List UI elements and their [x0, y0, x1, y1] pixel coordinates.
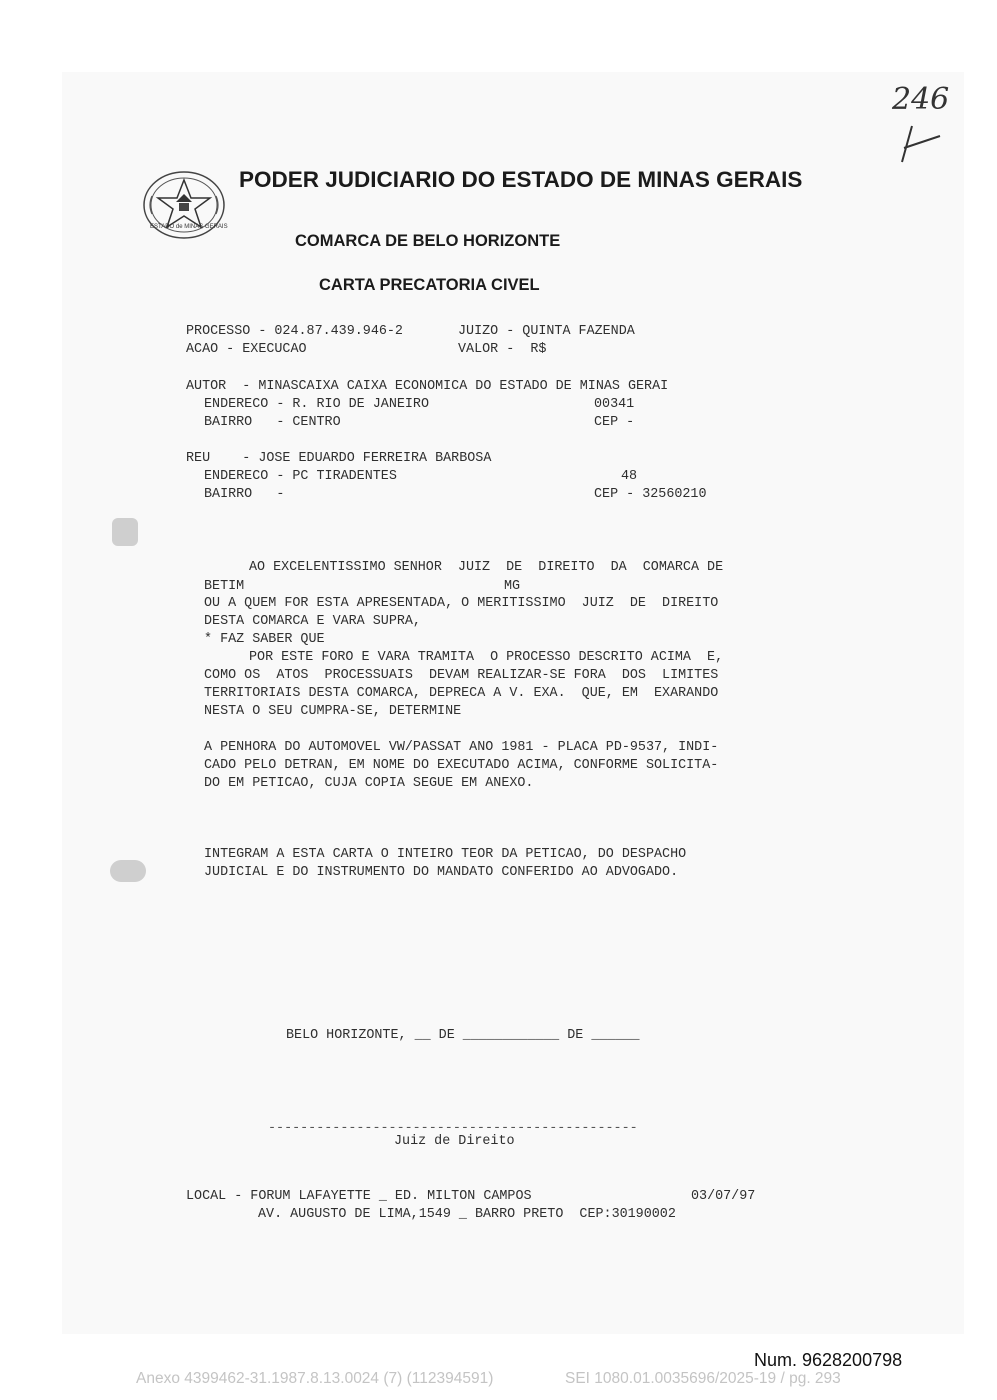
signature-line: ---------------------------------------------- — [268, 1121, 638, 1136]
body-text-line: POR ESTE FORO E VARA TRAMITA O PROCESSO DESCRITO ACIMA E, — [249, 650, 724, 665]
local-date: 03/07/97 — [691, 1189, 756, 1204]
page-mark-handwritten: 246 — [892, 82, 950, 117]
process-number: PROCESSO - 024.87.439.946-2 — [186, 324, 403, 339]
reu-cep: CEP - 32560210 — [594, 487, 707, 502]
body-text-line: * FAZ SABER QUE — [204, 632, 325, 647]
body-text-line: COMO OS ATOS PROCESSUAIS DEVAM REALIZAR-SE FORA DOS LIMITES — [204, 668, 719, 683]
reu-numero: 48 — [621, 469, 638, 484]
comarca-title: COMARCA DE BELO HORIZONTE — [295, 232, 561, 250]
juizo: JUIZO - QUINTA FAZENDA — [458, 324, 635, 339]
scan-blot — [110, 860, 146, 882]
court-title: PODER JUDICIARIO DO ESTADO DE MINAS GERAIS — [239, 167, 803, 192]
reu-bairro: BAIRRO - — [204, 487, 285, 502]
sei-reference: SEI 1080.01.0035696/2025-19 / pg. 293 — [565, 1370, 841, 1387]
valor: VALOR - R$ — [458, 342, 547, 357]
seal-text: ESTADO de MINAS GERAIS — [150, 224, 228, 230]
scan-blot — [112, 518, 138, 546]
body-text-line: DO EM PETICAO, CUJA COPIA SEGUE EM ANEXO. — [204, 776, 534, 791]
local-address: LOCAL - FORUM LAFAYETTE _ ED. MILTON CAMPOS — [186, 1189, 532, 1204]
autor-numero: 00341 — [594, 397, 635, 412]
body-state: MG — [504, 579, 521, 594]
reu-name: REU - JOSE EDUARDO FERREIRA BARBOSA — [186, 451, 492, 466]
autor-endereco: ENDERECO - R. RIO DE JANEIRO — [204, 397, 429, 412]
body-text-line: CADO PELO DETRAN, EM NOME DO EXECUTADO ACIMA, CONFORME SOLICITA- — [204, 758, 719, 773]
document-number: Num. 9628200798 — [754, 1350, 903, 1370]
body-text-line: TERRITORIAIS DESTA COMARCA, DEPRECA A V. EXA. QUE, EM EXARANDO — [204, 686, 719, 701]
body-text-line: AO EXCELENTISSIMO SENHOR JUIZ DE DIREITO DA COMARCA DE — [249, 560, 724, 575]
date-line: BELO HORIZONTE, __ DE ____________ DE ______ — [286, 1028, 640, 1043]
body-text-line: DESTA COMARCA E VARA SUPRA, — [204, 614, 421, 629]
document-type-title: CARTA PRECATORIA CIVEL — [319, 276, 540, 294]
body-text-line: NESTA O SEU CUMPRA-SE, DETERMINE — [204, 704, 462, 719]
body-text-line: OU A QUEM FOR ESTA APRESENTADA, O MERITISSIMO JUIZ DE DIREITO — [204, 596, 719, 611]
autor-bairro: BAIRRO - CENTRO — [204, 415, 341, 430]
body-text-line: JUDICIAL E DO INSTRUMENTO DO MANDATO CONFERIDO AO ADVOGADO. — [204, 865, 679, 880]
acao: ACAO - EXECUCAO — [186, 342, 307, 357]
signer-title: Juiz de Direito — [394, 1134, 515, 1149]
body-city: BETIM — [204, 579, 245, 594]
autor-cep: CEP - — [594, 415, 635, 430]
body-text-line: A PENHORA DO AUTOMOVEL VW/PASSAT ANO 1981 - PLACA PD-9537, INDI- — [204, 740, 719, 755]
anexo-reference: Anexo 4399462-31.1987.8.13.0024 (7) (112394591) — [136, 1370, 494, 1387]
local-street: AV. AUGUSTO DE LIMA,1549 _ BARRO PRETO CEP:30190002 — [258, 1207, 676, 1222]
body-text-line: INTEGRAM A ESTA CARTA O INTEIRO TEOR DA PETICAO, DO DESPACHO — [204, 847, 687, 862]
autor-name: AUTOR - MINASCAIXA CAIXA ECONOMICA DO ESTADO DE MINAS GERAI — [186, 379, 669, 394]
reu-endereco: ENDERECO - PC TIRADENTES — [204, 469, 397, 484]
handwritten-stroke-icon — [890, 118, 950, 168]
